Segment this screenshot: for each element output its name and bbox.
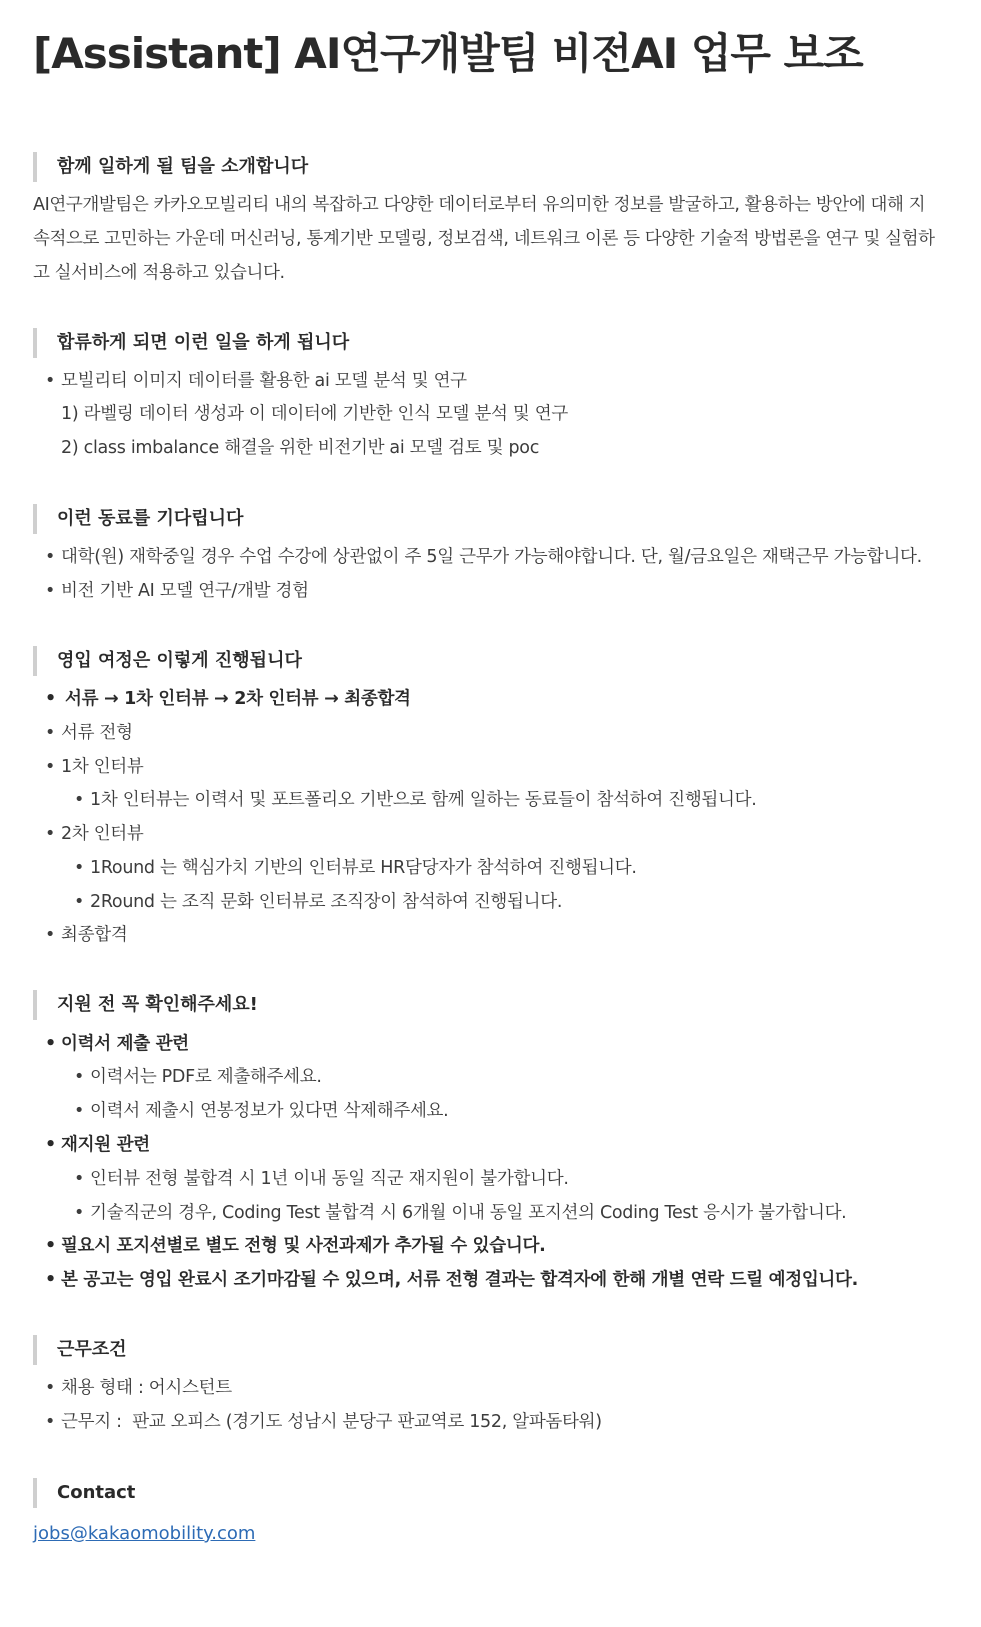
section-heading-notice: 지원 전 꼭 확인해주세요!: [33, 990, 258, 1020]
list-item: [45, 716, 133, 750]
list-item: [74, 1196, 846, 1230]
bullet-icon: •: [74, 1169, 85, 1189]
team-description-line: AI연구개발팀은 카카오모빌리티 내의 복잡하고 다양한 데이터로부터 유의미한 정보를 발굴하고, 활용하는 방안에 대해 지: [33, 195, 926, 215]
list-item: [74, 783, 757, 817]
bullet-icon: •: [45, 723, 56, 743]
list-item: [45, 1405, 602, 1439]
page-title: [Assistant] AI연구개발팀 비전AI 업무 보조: [33, 29, 863, 78]
bullet-icon: •: [45, 1270, 56, 1290]
bullet-icon: •: [45, 581, 56, 601]
list-item-text: 최종합격: [61, 925, 128, 945]
bullet-icon: •: [74, 892, 85, 912]
list-item-text: 2Round 는 조직 문화 인터뷰로 조직장이 참석하여 진행됩니다.: [90, 892, 563, 912]
list-item: [74, 885, 562, 919]
list-item: [45, 750, 144, 784]
list-item: [74, 1162, 569, 1196]
list-item-text: 1차 인터뷰: [61, 757, 144, 777]
list-item-text: 비전 기반 AI 모델 연구/개발 경험: [61, 581, 309, 601]
list-item-text: 1차 인터뷰는 이력서 및 포트폴리오 기반으로 함께 일하는 동료들이 참석하여 진행됩니다.: [90, 790, 757, 810]
bullet-icon: •: [45, 1236, 56, 1256]
bullet-icon: •: [45, 1034, 56, 1054]
team-description-line: 속적으로 고민하는 가운데 머신러닝, 통계기반 모델링, 정보검색, 네트워크 이론 등 다양한 기술적 방법론을 연구 및 실험하: [33, 229, 935, 249]
bullet-icon: •: [74, 1101, 85, 1121]
list-item-text: 2차 인터뷰: [61, 824, 144, 844]
bullet-icon: •: [45, 547, 56, 567]
list-item: [45, 574, 309, 608]
bullet-icon: •: [45, 824, 56, 844]
list-item-text: 1Round 는 핵심가치 기반의 인터뷰로 HR담당자가 참석하여 진행됩니다.: [90, 858, 637, 878]
bullet-icon: •: [45, 1135, 56, 1155]
list-item: [45, 1229, 545, 1263]
section-heading-wanted: 이런 동료를 기다립니다: [33, 504, 243, 534]
list-item-text: 2) class imbalance 해결을 위한 비전기반 ai 모델 검토 및 poc: [61, 438, 540, 458]
bullet-icon: •: [74, 858, 85, 878]
list-item: [45, 1027, 189, 1061]
contact-email-link[interactable]: jobs@kakaomobility.com: [33, 1523, 256, 1544]
team-description-line: 고 실서비스에 적용하고 있습니다.: [33, 263, 285, 283]
list-item-text: 재지원 관련: [61, 1135, 150, 1155]
list-item-text: 이력서 제출 관련: [61, 1034, 189, 1054]
bullet-icon: •: [74, 1067, 85, 1087]
bullet-icon: •: [45, 1378, 56, 1398]
list-item: [45, 540, 922, 574]
list-item-text: 근무지 : 판교 오피스 (경기도 성남시 분당구 판교역로 152, 알파돔타워): [61, 1412, 602, 1432]
list-item: [61, 431, 539, 465]
bullet-icon: •: [45, 371, 56, 391]
bullet-icon: •: [74, 1203, 85, 1223]
bullet-icon: •: [45, 1412, 56, 1432]
list-item-text: 서류 → 1차 인터뷰 → 2차 인터뷰 → 최종합격: [65, 689, 411, 709]
list-item-text: 1) 라벨링 데이터 생성과 이 데이터에 기반한 인식 모델 분석 및 연구: [61, 404, 568, 424]
section-heading-work: 합류하게 되면 이런 일을 하게 됩니다: [33, 328, 349, 358]
section-heading-conditions: 근무조건: [33, 1335, 127, 1365]
list-item-text: 대학(원) 재학중일 경우 수업 수강에 상관없이 주 5일 근무가 가능해야합니다. 단, 월/금요일은 재택근무 가능합니다.: [61, 547, 922, 567]
list-item-text: 본 공고는 영입 완료시 조기마감될 수 있으며, 서류 전형 결과는 합격자에 한해 개별 연락 드릴 예정입니다.: [61, 1270, 858, 1290]
list-item: [74, 851, 637, 885]
list-item-text: 인터뷰 전형 불합격 시 1년 이내 동일 직군 재지원이 불가합니다.: [90, 1169, 569, 1189]
list-item: [74, 1094, 448, 1128]
section-heading-team: 함께 일하게 될 팀을 소개합니다: [33, 152, 308, 182]
list-item: [61, 397, 568, 431]
section-heading-process: 영입 여정은 이렇게 진행됩니다: [33, 646, 302, 676]
list-item: [45, 364, 467, 398]
list-item-text: 기술직군의 경우, Coding Test 불합격 시 6개월 이내 동일 포지션의 Coding Test 응시가 불가합니다.: [90, 1203, 847, 1223]
list-item: [45, 1371, 232, 1405]
bullet-icon: •: [45, 925, 56, 945]
list-item-text: 채용 형태 : 어시스턴트: [61, 1378, 232, 1398]
list-item-text: 모빌리티 이미지 데이터를 활용한 ai 모델 분석 및 연구: [61, 371, 467, 391]
list-item-text: 서류 전형: [61, 723, 133, 743]
bullet-icon: •: [45, 757, 56, 777]
list-item: [45, 682, 411, 716]
list-item: [45, 1263, 858, 1297]
bullet-icon: •: [74, 790, 85, 810]
list-item-text: 이력서 제출시 연봉정보가 있다면 삭제해주세요.: [90, 1101, 449, 1121]
list-item-text: 이력서는 PDF로 제출해주세요.: [90, 1067, 322, 1087]
list-item: [45, 1128, 150, 1162]
list-item: [74, 1060, 322, 1094]
list-item-text: 필요시 포지션별로 별도 전형 및 사전과제가 추가될 수 있습니다.: [61, 1236, 546, 1256]
list-item: [45, 817, 144, 851]
list-item: [45, 918, 127, 952]
bullet-icon: •: [45, 689, 56, 709]
section-heading-contact: Contact: [33, 1478, 135, 1508]
